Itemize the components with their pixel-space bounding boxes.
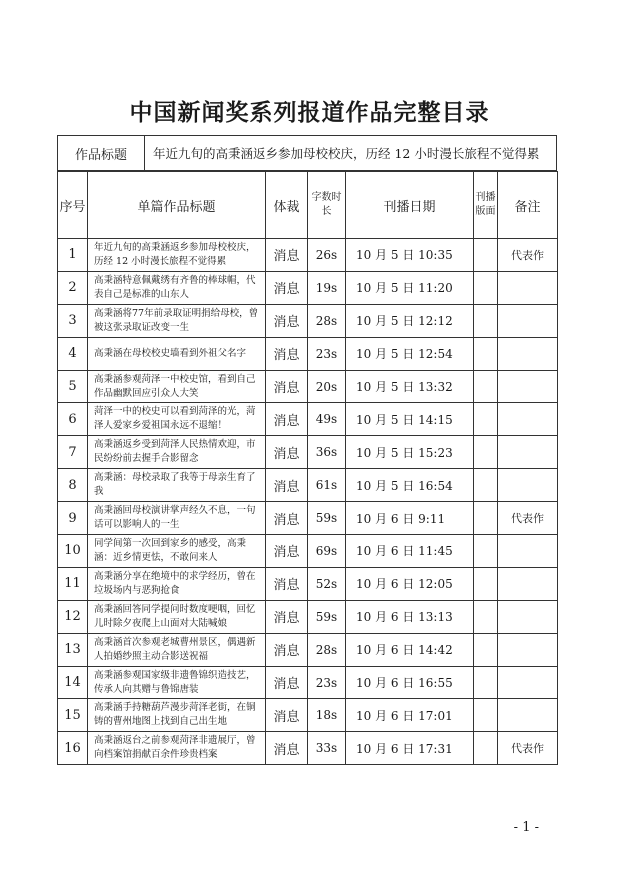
header-date: 刊播日期 xyxy=(346,172,474,239)
row-title: 高秉涵返乡受到菏泽人民热情欢迎，市民纷纷前去握手合影留念 xyxy=(88,436,266,469)
row-duration: 33s xyxy=(308,732,346,765)
row-date: 10 月 5 日 12:54 xyxy=(346,337,474,370)
row-date: 10 月 6 日 14:42 xyxy=(346,633,474,666)
row-date: 10 月 5 日 13:32 xyxy=(346,370,474,403)
row-genre: 消息 xyxy=(266,567,308,600)
row-number: 11 xyxy=(58,567,88,600)
row-date: 10 月 5 日 11:20 xyxy=(346,271,474,304)
row-note xyxy=(498,271,558,304)
row-page xyxy=(474,732,498,765)
row-duration: 28s xyxy=(308,633,346,666)
row-title: 高秉涵参观菏泽一中校史馆，看到自己作品幽默回应引众人大笑 xyxy=(88,370,266,403)
row-page xyxy=(474,370,498,403)
row-page xyxy=(474,535,498,568)
row-genre: 消息 xyxy=(266,732,308,765)
row-duration: 36s xyxy=(308,436,346,469)
row-duration: 23s xyxy=(308,666,346,699)
row-note xyxy=(498,337,558,370)
row-duration: 69s xyxy=(308,535,346,568)
row-date: 10 月 6 日 16:55 xyxy=(346,666,474,699)
row-title: 高秉涵：母校录取了我等于母亲生育了我 xyxy=(88,469,266,502)
row-note xyxy=(498,633,558,666)
work-title-value: 年近九旬的高秉涵返乡参加母校校庆，历经 12 小时漫长旅程不觉得累 xyxy=(153,146,540,161)
table-row xyxy=(58,304,558,337)
header-note: 备注 xyxy=(498,172,558,239)
row-title: 高秉涵将77年前录取证明捐给母校，曾被这张录取证改变一生 xyxy=(88,304,266,337)
row-number: 1 xyxy=(58,239,88,272)
row-note xyxy=(498,370,558,403)
row-duration: 49s xyxy=(308,403,346,436)
row-title: 菏泽一中的校史可以看到菏泽的光，菏泽人爱家乡爱祖国永远不退缩！ xyxy=(88,403,266,436)
row-title: 高秉涵分享在绝境中的求学经历，曾在垃圾场内与恶狗抢食 xyxy=(88,567,266,600)
row-genre: 消息 xyxy=(266,271,308,304)
row-title: 高秉涵参观国家级非遗鲁锦织造技艺，传承人向其赠与鲁锦唐装 xyxy=(88,666,266,699)
row-genre: 消息 xyxy=(266,436,308,469)
table-row xyxy=(58,469,558,502)
row-note xyxy=(498,469,558,502)
works-table xyxy=(57,171,558,765)
row-note xyxy=(498,304,558,337)
row-note xyxy=(498,666,558,699)
row-title: 高秉涵返台之前参观菏泽非遗展厅，曾向档案馆捐献百余件珍贵档案 xyxy=(88,732,266,765)
row-title: 高秉涵回答同学提问时数度哽咽，回忆儿时除夕夜爬上山面对大陆喊娘 xyxy=(88,600,266,633)
row-page xyxy=(474,666,498,699)
page-number: - 1 - xyxy=(513,820,539,835)
row-note: 代表作 xyxy=(498,732,558,765)
row-number: 14 xyxy=(58,666,88,699)
row-genre: 消息 xyxy=(266,666,308,699)
table-row xyxy=(58,699,558,732)
row-number: 16 xyxy=(58,732,88,765)
table-row xyxy=(58,666,558,699)
row-duration: 59s xyxy=(308,502,346,535)
row-title: 年近九旬的高秉涵返乡参加母校校庆，历经 12 小时漫长旅程不觉得累 xyxy=(88,239,266,272)
row-number: 6 xyxy=(58,403,88,436)
row-duration: 26s xyxy=(308,239,346,272)
row-number: 4 xyxy=(58,337,88,370)
table-row xyxy=(58,633,558,666)
row-genre: 消息 xyxy=(266,239,308,272)
row-note xyxy=(498,567,558,600)
table-row xyxy=(58,239,558,272)
table-header-row xyxy=(58,172,558,239)
row-title: 高秉涵特意佩戴绣有齐鲁的棒球帽，代表自己是标准的山东人 xyxy=(88,271,266,304)
row-date: 10 月 6 日 11:45 xyxy=(346,535,474,568)
row-number: 15 xyxy=(58,699,88,732)
table-row xyxy=(58,600,558,633)
row-page xyxy=(474,436,498,469)
row-duration: 19s xyxy=(308,271,346,304)
row-number: 12 xyxy=(58,600,88,633)
row-number: 3 xyxy=(58,304,88,337)
row-genre: 消息 xyxy=(266,370,308,403)
row-title: 高秉涵在母校校史墙看到外祖父名字 xyxy=(88,337,266,370)
row-number: 9 xyxy=(58,502,88,535)
row-number: 5 xyxy=(58,370,88,403)
row-note xyxy=(498,436,558,469)
row-page xyxy=(474,699,498,732)
row-date: 10 月 5 日 15:23 xyxy=(346,436,474,469)
row-number: 7 xyxy=(58,436,88,469)
row-number: 2 xyxy=(58,271,88,304)
row-date: 10 月 6 日 17:31 xyxy=(346,732,474,765)
row-duration: 59s xyxy=(308,600,346,633)
work-title-label: 作品标题 xyxy=(58,136,145,170)
row-duration: 18s xyxy=(308,699,346,732)
row-page xyxy=(474,337,498,370)
header-page: 刊播版面 xyxy=(474,172,498,239)
row-date: 10 月 6 日 9:11 xyxy=(346,502,474,535)
row-date: 10 月 5 日 16:54 xyxy=(346,469,474,502)
row-title: 同学间第一次回到家乡的感受，高秉涵：近乡情更怯，不敢问来人 xyxy=(88,535,266,568)
row-genre: 消息 xyxy=(266,699,308,732)
work-title-row xyxy=(57,135,557,171)
row-title: 高秉涵手持糖葫芦漫步菏泽老街，在铜铸的曹州地图上找到自己出生地 xyxy=(88,699,266,732)
row-number: 10 xyxy=(58,535,88,568)
row-note xyxy=(498,403,558,436)
row-genre: 消息 xyxy=(266,469,308,502)
table-row xyxy=(58,567,558,600)
row-duration: 61s xyxy=(308,469,346,502)
row-genre: 消息 xyxy=(266,535,308,568)
row-date: 10 月 5 日 14:15 xyxy=(346,403,474,436)
row-genre: 消息 xyxy=(266,337,308,370)
table-row xyxy=(58,436,558,469)
row-genre: 消息 xyxy=(266,304,308,337)
row-date: 10 月 6 日 17:01 xyxy=(346,699,474,732)
row-note: 代表作 xyxy=(498,502,558,535)
table-row xyxy=(58,732,558,765)
row-note xyxy=(498,535,558,568)
row-genre: 消息 xyxy=(266,502,308,535)
row-page xyxy=(474,403,498,436)
page-title: 中国新闻奖系列报道作品完整目录 xyxy=(129,99,490,126)
row-date: 10 月 5 日 12:12 xyxy=(346,304,474,337)
table-row xyxy=(58,502,558,535)
row-page xyxy=(474,567,498,600)
row-number: 13 xyxy=(58,633,88,666)
row-genre: 消息 xyxy=(266,633,308,666)
table-row xyxy=(58,403,558,436)
row-genre: 消息 xyxy=(266,403,308,436)
row-note xyxy=(498,600,558,633)
header-no: 序号 xyxy=(58,172,88,239)
row-duration: 20s xyxy=(308,370,346,403)
row-page xyxy=(474,304,498,337)
row-note xyxy=(498,699,558,732)
row-page xyxy=(474,502,498,535)
row-page xyxy=(474,600,498,633)
row-date: 10 月 5 日 10:35 xyxy=(346,239,474,272)
row-page xyxy=(474,271,498,304)
row-genre: 消息 xyxy=(266,600,308,633)
header-title: 单篇作品标题 xyxy=(88,172,266,239)
row-page xyxy=(474,469,498,502)
row-page xyxy=(474,633,498,666)
row-date: 10 月 6 日 13:13 xyxy=(346,600,474,633)
header-duration: 字数时长 xyxy=(308,172,346,239)
row-note: 代表作 xyxy=(498,239,558,272)
row-title: 高秉涵首次参观老城曹州景区，偶遇新人拍婚纱照主动合影送祝福 xyxy=(88,633,266,666)
table-row xyxy=(58,271,558,304)
row-title: 高秉涵回母校演讲掌声经久不息，一句话可以影响人的一生 xyxy=(88,502,266,535)
table-row xyxy=(58,370,558,403)
row-page xyxy=(474,239,498,272)
row-duration: 23s xyxy=(308,337,346,370)
row-date: 10 月 6 日 12:05 xyxy=(346,567,474,600)
row-duration: 28s xyxy=(308,304,346,337)
table-row xyxy=(58,337,558,370)
table-row xyxy=(58,535,558,568)
header-genre: 体裁 xyxy=(266,172,308,239)
row-number: 8 xyxy=(58,469,88,502)
row-duration: 52s xyxy=(308,567,346,600)
